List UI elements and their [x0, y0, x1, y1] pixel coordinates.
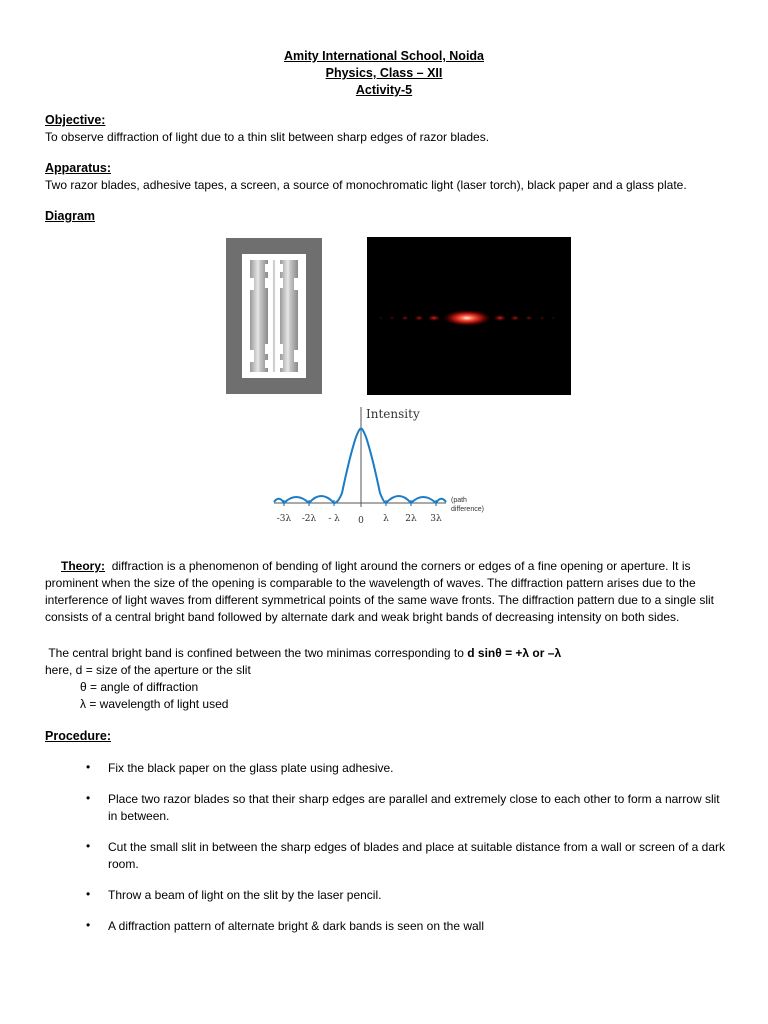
central-band-text: The central bright band is confined between the two minimas corresponding to: [48, 646, 468, 660]
theta-line: θ = angle of diffraction: [80, 680, 199, 694]
apparatus-heading: Apparatus:: [45, 161, 111, 175]
bullet: •: [86, 791, 91, 805]
tick-label: -2λ: [301, 514, 317, 524]
intensity-graph: [268, 403, 498, 529]
procedure-step: Cut the small slit in between the sharp edges of blades and place at suitable distance from a wall or screen of a dark room.: [108, 840, 726, 871]
tick-label: λ: [383, 514, 389, 524]
minima-condition: d sinθ = +λ or –λ: [467, 646, 562, 660]
diffraction-pattern-image: [367, 237, 571, 395]
tick-label: 3λ: [430, 514, 442, 524]
objective-text: To observe diffraction of light due to a thin slit between sharp edges of razor blades.: [45, 130, 490, 144]
y-axis-label: Intensity: [366, 407, 420, 421]
theory-paragraph: [45, 558, 729, 626]
objective-heading: Objective:: [45, 113, 106, 127]
tick-label: 2λ: [405, 514, 417, 524]
activity-number: Activity-5: [355, 83, 413, 97]
here-line: here, d = size of the aperture or the slit: [45, 663, 251, 677]
razor-blade-image: [226, 238, 322, 394]
tick-label: - λ: [328, 514, 340, 524]
central-band-line: [45, 645, 735, 662]
bullet: •: [86, 760, 91, 774]
tick-label: -3λ: [276, 514, 292, 524]
intensity-curve: [274, 429, 446, 503]
x-axis-label-line1: (path: [451, 497, 467, 504]
procedure-heading: Procedure:: [45, 729, 111, 743]
tick-label: 0: [358, 516, 364, 526]
theory-text: diffraction is a phenomenon of bending of light around the corners or edges of a fine opening or aperture. It is prominent when the size of the opening is comparable to the wavelength of waves. The diffraction pattern arises due to the interference of light waves from different symmetrical points of the same wave fronts. The diffraction pattern due to a single slit consists of a central bright band followed by alternate dark and weak bright bands of decreasing intensity on both sides.: [45, 559, 714, 624]
x-axis-label-line2: difference): [451, 506, 484, 513]
bullet: •: [86, 887, 91, 901]
theory-heading: Theory:: [61, 559, 106, 573]
subject-class: Physics, Class – XII: [325, 66, 443, 80]
procedure-step: Place two razor blades so that their sharp edges are parallel and extremely close to each other to form a narrow slit in between.: [108, 792, 720, 823]
diagram-heading: Diagram: [45, 209, 96, 223]
bullet: •: [86, 839, 91, 853]
procedure-step: Throw a beam of light on the slit by the laser pencil.: [108, 888, 382, 902]
procedure-step: Fix the black paper on the glass plate using adhesive.: [108, 761, 394, 775]
apparatus-text: Two razor blades, adhesive tapes, a screen, a source of monochromatic light (laser torch), black paper and a glass plate.: [45, 178, 687, 192]
procedure-step: A diffraction pattern of alternate bright & dark bands is seen on the wall: [108, 919, 485, 933]
lambda-line: λ = wavelength of light used: [80, 697, 229, 711]
bullet: •: [86, 918, 91, 932]
school-name: Amity International School, Noida: [283, 49, 485, 63]
